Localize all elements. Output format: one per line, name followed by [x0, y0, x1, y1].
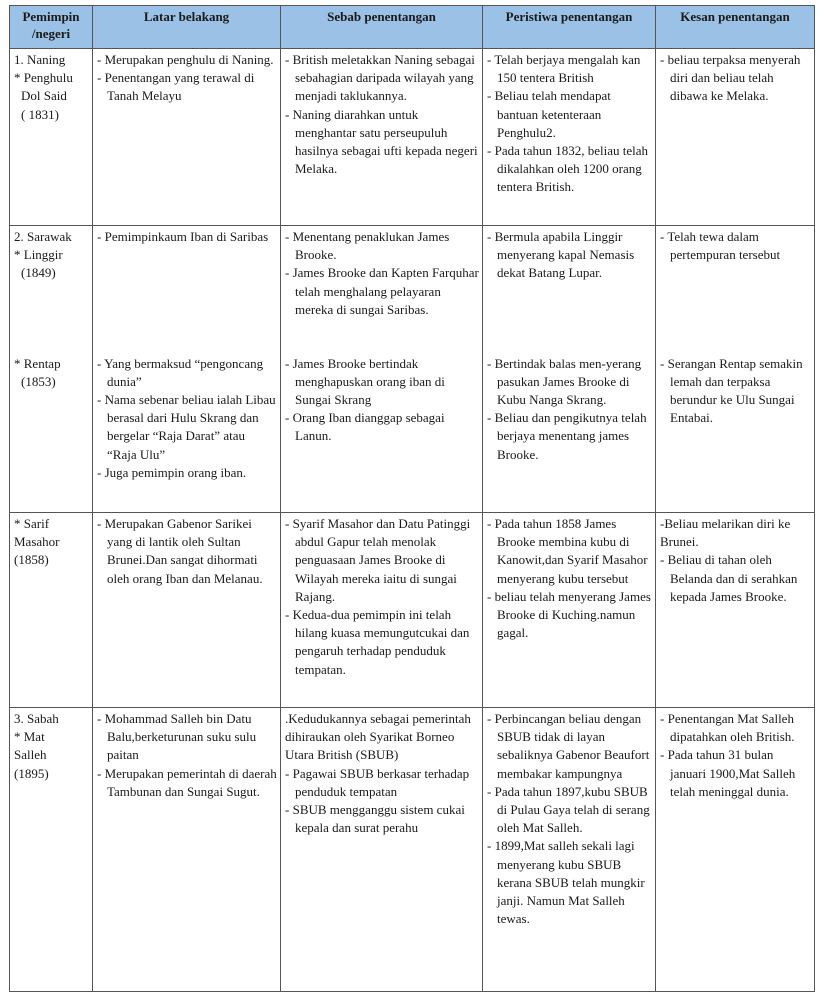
list-item: - Telah tewa dalam pertempuran tersebut: [660, 228, 811, 264]
resistance-table: [9, 5, 815, 992]
list-item: - Penentangan Mat Salleh dipatahkan oleh British.: [660, 710, 811, 746]
list-item: -Beliau melarikan diri ke Brunei.: [660, 516, 791, 550]
list-item: - Beliau dan pengikutnya telah berjaya menentang james Brooke.: [487, 409, 652, 464]
latar-cell: [93, 226, 281, 353]
list-item: - Pada tahun 31 bulan januari 1900,Mat Salleh telah meninggal dunia.: [660, 746, 811, 801]
kesan-list: [660, 515, 811, 606]
header-sebab-penentangan: Sebab penentangan: [281, 6, 483, 49]
list-item: - Beliau telah mendapat bantuan ketenteraan Penghulu2.: [487, 87, 652, 142]
list-item: - Pada tahun 1858 James Brooke membina kubu di Kanowit,dan Syarif Masahor menyerang kubu tersebut: [487, 515, 652, 588]
list-item: - Orang Iban dianggap sebagai Lanun.: [285, 409, 479, 445]
header-pemimpin: Pemimpin /negeri: [10, 6, 93, 49]
list-item: - Pagawai SBUB berkasar terhadap penduduk tempatan: [285, 765, 479, 801]
list-item: - Bertindak balas men-yerang pasukan James Brooke di Kubu Nanga Skrang.: [487, 355, 652, 410]
latar-cell: [93, 513, 281, 708]
list-item: - Pemimpinkaum Iban di Saribas: [97, 228, 277, 246]
leader-line: * Linggir: [14, 247, 63, 263]
kesan-cell: [656, 708, 815, 992]
leader-line: (1849): [21, 265, 56, 281]
list-item: - Syarif Masahor dan Datu Patinggi abdul Gapur telah menolak penguasaan James Brooke di Wilayah mereka iaitu di sungai Rajang.: [285, 515, 479, 606]
leader-line: Dol Said: [21, 88, 67, 104]
leader-cell: [10, 226, 93, 353]
list-item: - Serangan Rentap semakin lemah dan terpaksa berundur ke Ulu Sungai Entabai.: [660, 355, 811, 428]
list-item: - Bermula apabila Linggir menyerang kapal Nemasis dekat Batang Lupar.: [487, 228, 652, 283]
kesan-list: [660, 710, 811, 801]
list-item: - James Brooke dan Kapten Farquhar telah menghalang pelayaran mereka di sungai Saribas.: [285, 264, 479, 319]
latar-cell: [93, 353, 281, 513]
header-peristiwa-penentangan: Peristiwa penentangan: [483, 6, 656, 49]
kesan-cell: [656, 226, 815, 353]
peristiwa-list: [487, 228, 652, 283]
leader-line: (1895): [14, 765, 49, 781]
list-item: - Merupakan Gabenor Sarikei yang di lantik oleh Sultan Brunei.Dan sangat dihormati oleh orang Iban dan Melanau.: [97, 515, 277, 588]
peristiwa-list: [487, 515, 652, 642]
list-item: - beliau telah menyerang James Brooke di Kuching.namun gagal.: [487, 588, 652, 643]
latar-list: [97, 710, 277, 801]
list-item: - 1899,Mat salleh sekali lagi menyerang kubu SBUB kerana SBUB telah mungkir janji. Namun Mat Salleh tewas.: [487, 837, 652, 928]
list-item: - Kedua-dua pemimpin ini telah hilang kuasa memungutcukai dan pengaruh terhadap penduduk tempatan.: [285, 606, 479, 679]
latar-list: [97, 51, 277, 106]
leader-line: Masahor: [14, 534, 60, 550]
list-item: - SBUB mengganggu sistem cukai kepala dan surat perahu: [285, 801, 479, 837]
table-row: [10, 353, 815, 513]
sebab-list: [285, 51, 479, 178]
leader-cell: [10, 353, 93, 513]
leader-line: (1858): [14, 552, 49, 568]
list-item: - Mohammad Salleh bin Datu Balu,berketurunan suku sulu paitan: [97, 710, 277, 765]
peristiwa-cell: [483, 49, 656, 226]
leader-line: 1. Naning: [14, 52, 66, 67]
list-item: - Menentang penaklukan James Brooke.: [285, 228, 479, 264]
leader-cell: [10, 49, 93, 226]
list-item: .Kedudukannya sebagai pemerintah dihiraukan oleh Syarikat Borneo Utara British (SBUB): [285, 711, 471, 763]
sebab-cell: [281, 226, 483, 353]
kesan-list: [660, 228, 811, 264]
leader-line: * Rentap: [14, 355, 61, 371]
latar-list: [97, 515, 277, 588]
list-item: - British meletakkan Naning sebagai sebahagian daripada wilayah yang menjadi taklukannya.: [285, 51, 479, 106]
leader-line: ( 1831): [21, 106, 59, 122]
leader-line: 2. Sarawak: [14, 229, 72, 244]
header-latar-belakang: Latar belakang: [93, 6, 281, 49]
list-item: - Yang bermaksud “pengoncang dunia”: [97, 355, 277, 391]
leader-cell: [10, 513, 93, 708]
list-item: - Nama sebenar beliau ialah Libau berasal dari Hulu Skrang dan bergelar “Raja Darat” atau “Raja Ulu”: [97, 391, 277, 464]
table-row: [10, 226, 815, 353]
header-kesan-penentangan: Kesan penentangan: [656, 6, 815, 49]
sebab-cell: [281, 513, 483, 708]
leader-line: * Mat: [14, 729, 45, 745]
list-item: - Naning diarahkan untuk menghantar satu perseupuluh hasilnya sebagai ufti kepada negeri Melaka.: [285, 106, 479, 179]
sebab-list: [285, 710, 479, 837]
peristiwa-cell: [483, 513, 656, 708]
leader-line: * Sarif: [14, 516, 50, 531]
table-row: [10, 49, 815, 226]
list-item: - Merupakan penghulu di Naning.: [97, 51, 277, 69]
kesan-list: [660, 51, 811, 106]
kesan-cell: [656, 353, 815, 513]
kesan-cell: [656, 49, 815, 226]
list-item: - Pada tahun 1897,kubu SBUB di Pulau Gaya telah di serang oleh Mat Salleh.: [487, 783, 652, 838]
kesan-list: [660, 355, 811, 428]
sebab-list: [285, 355, 479, 446]
latar-cell: [93, 49, 281, 226]
peristiwa-list: [487, 355, 652, 464]
leader-line: Salleh: [14, 747, 47, 763]
latar-list: [97, 355, 277, 482]
peristiwa-cell: [483, 708, 656, 992]
header-row: [10, 6, 815, 49]
peristiwa-list: [487, 51, 652, 197]
peristiwa-cell: [483, 226, 656, 353]
list-item: - Juga pemimpin orang iban.: [97, 464, 277, 482]
latar-cell: [93, 708, 281, 992]
sebab-list: [285, 515, 479, 679]
table-body: [10, 49, 815, 992]
table-row: [10, 708, 815, 992]
list-item: - Telah berjaya mengalah kan 150 tentera British: [487, 51, 652, 87]
list-item: - James Brooke bertindak menghapuskan orang iban di Sungai Skrang: [285, 355, 479, 410]
latar-list: [97, 228, 277, 246]
leader-cell: [10, 708, 93, 992]
leader-line: (1853): [21, 373, 56, 389]
sebab-cell: [281, 353, 483, 513]
peristiwa-cell: [483, 353, 656, 513]
list-item: - Penentangan yang terawal di Tanah Melayu: [97, 69, 277, 105]
list-item: - Pada tahun 1832, beliau telah dikalahkan oleh 1200 orang tentera British.: [487, 142, 652, 197]
sebab-list: [285, 228, 479, 319]
leader-line: 3. Sabah: [14, 711, 59, 726]
sebab-cell: [281, 708, 483, 992]
sebab-cell: [281, 49, 483, 226]
list-item: - Beliau di tahan oleh Belanda dan di serahkan kepada James Brooke.: [660, 551, 811, 606]
list-item: - Perbincangan beliau dengan SBUB tidak di layan sebaliknya Gabenor Beaufort membakar kampungnya: [487, 710, 652, 783]
kesan-cell: [656, 513, 815, 708]
list-item: - Merupakan pemerintah di daerah Tambunan dan Sungai Sugut.: [97, 765, 277, 801]
leader-line: * Penghulu: [14, 70, 73, 86]
table-row: [10, 513, 815, 708]
list-item: - beliau terpaksa menyerah diri dan beliau telah dibawa ke Melaka.: [660, 51, 811, 106]
peristiwa-list: [487, 710, 652, 928]
